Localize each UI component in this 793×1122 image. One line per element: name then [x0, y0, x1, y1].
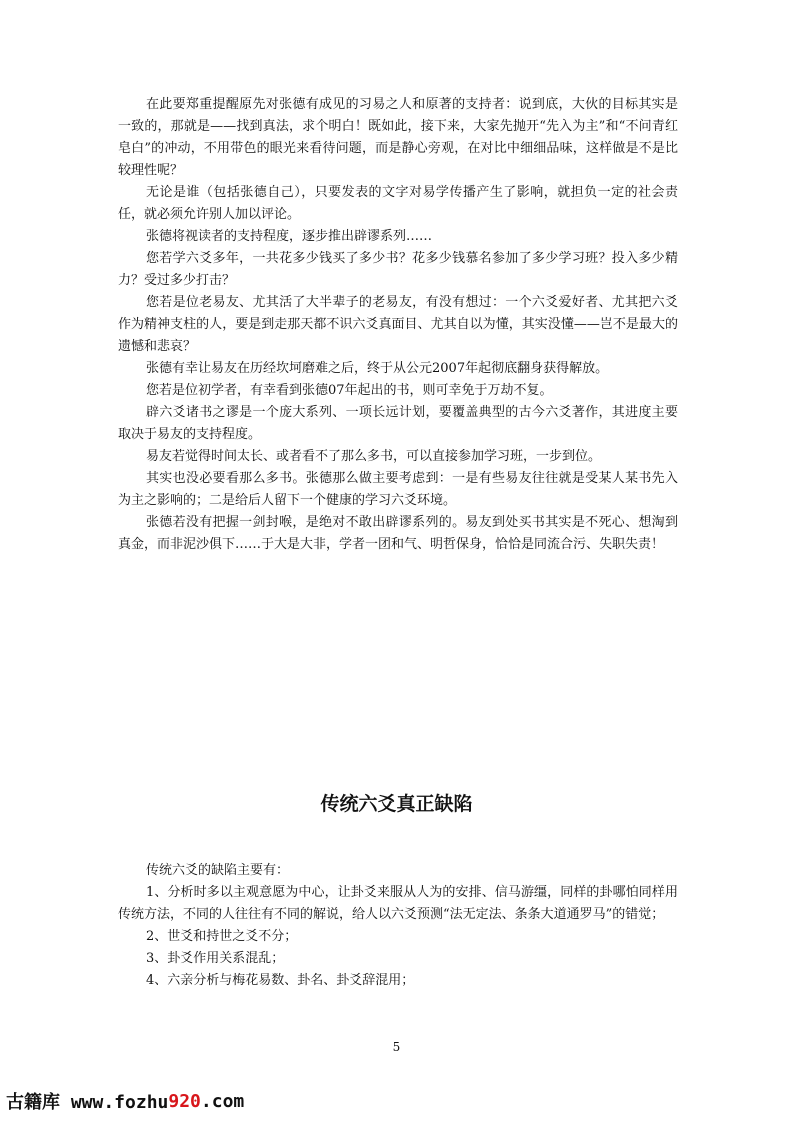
- paragraph: 您若学六爻多年，一共花多少钱买了多少书？花多少钱慕名参加了多少学习班？投入多少精力？受过多少打击？: [118, 251, 678, 288]
- paragraph: 您若是位初学者，有幸看到张德07年起出的书，则可幸免于万劫不复。: [146, 383, 553, 398]
- list-item: 1、分析时多以主观意愿为中心，让卦爻来服从人为的安排、信马游缰，同样的卦哪怕同样用传统方法，不同的人往往有不同的解说，给人以六爻预测“法无定法、条条大道通罗马”的错觉；: [118, 885, 678, 922]
- paragraph: 无论是谁（包括张德自己），只要发表的文字对易学传播产生了影响，就担负一定的社会责任，就必须允许别人加以评论。: [118, 185, 678, 222]
- list-item: 3、卦爻作用关系混乱；: [146, 951, 285, 966]
- list-item: 2、世爻和持世之爻不分；: [146, 929, 298, 944]
- watermark-suffix: .com: [200, 1090, 245, 1112]
- paragraph: 张德有幸让易友在历经坎坷磨难之后，终于从公元2007年起彻底翻身获得解放。: [146, 361, 609, 376]
- main-text-block: [118, 94, 678, 556]
- paragraph: 您若是位老易友、尤其活了大半辈子的老易友，有没有想过：一个六爻爱好者、尤其把六爻作为精神支柱的人，要是到走那天都不识六爻真面目、尤其自以为懂，其实没懂——岂不是最大的遗憾和悲哀？: [118, 295, 678, 354]
- paragraph: 易友若觉得时间太长、或者看不了那么多书，可以直接参加学习班，一步到位。: [146, 449, 602, 464]
- paragraph: 张德将视读者的支持程度，逐步推出辟谬系列……: [146, 229, 433, 244]
- paragraph: 辟六爻诸书之谬是一个庞大系列、一项长远计划，要覆盖典型的古今六爻著作，其进度主要取决于易友的支持程度。: [118, 405, 678, 442]
- section-text-block: [118, 860, 678, 992]
- watermark-prefix: 古籍库 www.fozhu: [6, 1092, 169, 1113]
- paragraph: 在此要郑重提醒原先对张德有成见的习易之人和原著的支持者：说到底，大伙的目标其实是一致的，那就是——找到真法，求个明白！既如此，接下来，大家先抛开“先入为主”和“不问青红皂白”的冲动，不用带色的眼光来看待问题，而是静心旁观，在对比中细细品味，这样做是不是比较理性呢？: [118, 97, 678, 178]
- section-title: 传统六爻真正缺陷: [320, 793, 473, 815]
- page-number: 5: [392, 1040, 401, 1054]
- list-item: 4、六亲分析与梅花易数、卦名、卦爻辞混用；: [146, 973, 415, 988]
- watermark-highlight: 920: [168, 1090, 201, 1112]
- site-watermark: [6, 1088, 244, 1114]
- paragraph: 其实也没必要看那么多书。张德那么做主要考虑到：一是有些易友往往就是受某人某书先入为主之影响的；二是给后人留下一个健康的学习六爻环境。: [118, 471, 678, 508]
- paragraph: 张德若没有把握一剑封喉，是绝对不敢出辟谬系列的。易友到处买书其实是不死心、想淘到真金，而非泥沙俱下……于大是大非，学者一团和气、明哲保身，恰恰是同流合污、失职失责！: [118, 515, 678, 552]
- section-paragraph: 传统六爻的缺陷主要有：: [146, 863, 290, 878]
